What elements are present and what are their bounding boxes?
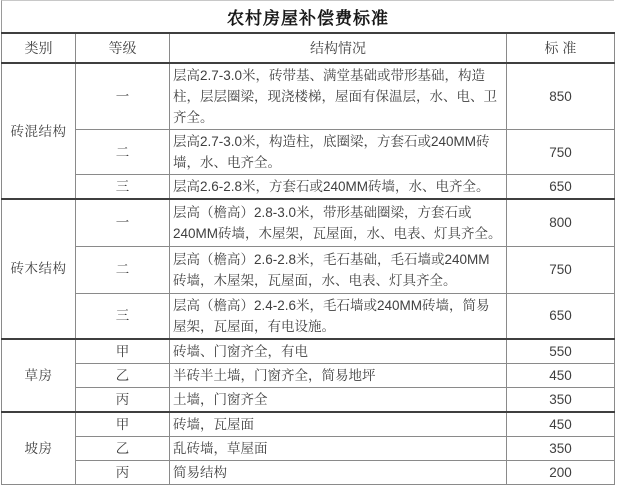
page-title-text: 农村房屋补偿费标准 bbox=[227, 9, 389, 28]
table-row bbox=[2, 387, 615, 412]
table-row bbox=[2, 436, 615, 460]
structure-cell: 土墙，门窗齐全 bbox=[170, 387, 507, 412]
grade-cell: 一 bbox=[76, 199, 170, 246]
grade-cell: 甲 bbox=[76, 412, 170, 437]
standard-cell: 800 bbox=[507, 199, 615, 246]
table-body bbox=[2, 63, 615, 484]
table-row bbox=[2, 339, 615, 364]
standard-cell: 350 bbox=[507, 387, 615, 412]
col-header-standard: 标 准 bbox=[507, 33, 615, 63]
structure-cell: 乱砖墙，草屋面 bbox=[170, 436, 507, 460]
structure-cell: 层高（檐高）2.4-2.6米，毛石墙或240MM砖墙，简易屋架，瓦屋面，有电设施。 bbox=[170, 293, 507, 339]
table-row bbox=[2, 63, 615, 130]
col-header-grade: 等级 bbox=[76, 33, 170, 63]
col-header-category: 类别 bbox=[2, 33, 76, 63]
structure-cell: 砖墙，瓦屋面 bbox=[170, 412, 507, 437]
table-row bbox=[2, 199, 615, 246]
grade-cell: 一 bbox=[76, 63, 170, 130]
structure-cell: 层高2.6-2.8米，方套石或240MM砖墙，水、电齐全。 bbox=[170, 175, 507, 200]
standard-cell: 750 bbox=[507, 130, 615, 175]
table-row bbox=[2, 363, 615, 387]
standard-cell: 200 bbox=[507, 460, 615, 484]
table-row bbox=[2, 130, 615, 175]
grade-cell: 二 bbox=[76, 130, 170, 175]
compensation-table bbox=[1, 32, 615, 485]
standard-cell: 550 bbox=[507, 339, 615, 364]
standard-cell: 350 bbox=[507, 436, 615, 460]
grade-cell: 乙 bbox=[76, 363, 170, 387]
standard-cell: 450 bbox=[507, 363, 615, 387]
structure-cell: 层高（檐高）2.6-2.8米，毛石基础，毛石墙或240MM砖墙，木屋架，瓦屋面，水、电表、灯具齐全。 bbox=[170, 246, 507, 293]
category-cell: 草房 bbox=[2, 339, 76, 412]
structure-cell: 砖墙、门窗齐全，有电 bbox=[170, 339, 507, 364]
structure-cell: 半砖半土墙，门窗齐全，简易地坪 bbox=[170, 363, 507, 387]
grade-cell: 三 bbox=[76, 293, 170, 339]
table-row bbox=[2, 175, 615, 200]
structure-cell: 层高2.7-3.0米，构造柱，底圈梁，方套石或240MM砖墙，水、电齐全。 bbox=[170, 130, 507, 175]
table-row bbox=[2, 293, 615, 339]
category-cell: 砖混结构 bbox=[2, 63, 76, 199]
structure-cell: 层高（檐高）2.8-3.0米，带形基础圈梁，方套石或240MM砖墙，木屋架，瓦屋面，水、电表、灯具齐全。 bbox=[170, 199, 507, 246]
table-row bbox=[2, 460, 615, 484]
grade-cell: 乙 bbox=[76, 436, 170, 460]
standard-cell: 650 bbox=[507, 293, 615, 339]
grade-cell: 丙 bbox=[76, 387, 170, 412]
category-cell: 坡房 bbox=[2, 412, 76, 485]
page-title bbox=[1, 0, 614, 32]
category-cell: 砖木结构 bbox=[2, 199, 76, 339]
table-row bbox=[2, 246, 615, 293]
grade-cell: 丙 bbox=[76, 460, 170, 484]
table-row bbox=[2, 412, 615, 437]
grade-cell: 三 bbox=[76, 175, 170, 200]
standard-cell: 850 bbox=[507, 63, 615, 130]
grade-cell: 甲 bbox=[76, 339, 170, 364]
structure-cell: 层高2.7-3.0米，砖带基、满堂基础或带形基础，构造柱，层层圈梁，现浇楼梯，屋面有保温层，水、电、卫齐全。 bbox=[170, 63, 507, 130]
col-header-structure: 结构情况 bbox=[170, 33, 507, 63]
standard-cell: 750 bbox=[507, 246, 615, 293]
grade-cell: 二 bbox=[76, 246, 170, 293]
standard-cell: 450 bbox=[507, 412, 615, 437]
header-row bbox=[2, 33, 615, 63]
standard-cell: 650 bbox=[507, 175, 615, 200]
structure-cell: 简易结构 bbox=[170, 460, 507, 484]
